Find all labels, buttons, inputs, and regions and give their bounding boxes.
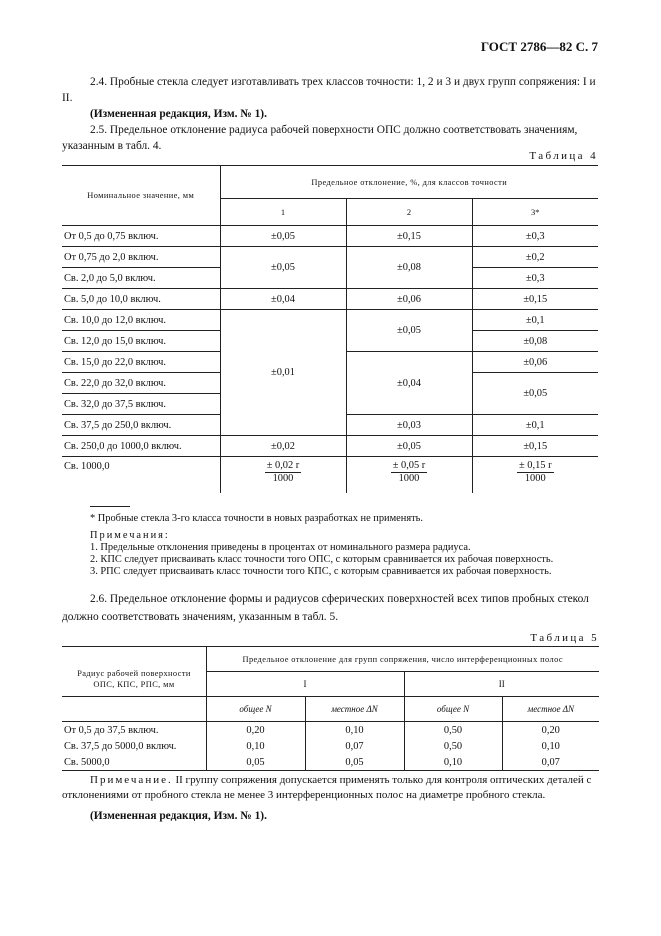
paragraph-2-6: 2.6. Предельное отклонение формы и радиусов сферических поверхностей всех типов пробных стекол должно соответствовать значениям, указанным в табл. 5. — [62, 593, 589, 623]
table4-cell-merged: ±0,04 — [346, 352, 472, 415]
table4-cell: ±0,1 — [472, 415, 598, 436]
table5-header-spacer — [62, 697, 206, 722]
fraction-numerator: ± 0,02 r — [266, 460, 300, 471]
table4-note-1: 1. Предельные отклонения приведены в процентах от номинального размера радиуса. — [90, 542, 471, 553]
table4-cell-fraction — [472, 457, 598, 493]
table5-subheader: общее N — [206, 697, 305, 722]
table4-cell: ±0,02 — [220, 436, 346, 457]
table4-cell-merged: ±0,01 — [220, 310, 346, 436]
table-row: От 0,5 до 0,75 включ. — [62, 226, 220, 247]
table4-note-3: 3. РПС следует присваивать класс точности того КПС, с которым сравнивается их рабочая поверхность. — [90, 566, 552, 577]
table4-cell: ±0,3 — [472, 268, 598, 289]
table-row: Св. 37,5 до 5000,0 включ. — [62, 738, 206, 754]
table4-footnote: * Пробные стекла 3-го класса точности в новых разработках не применять. — [90, 513, 424, 524]
footnote-divider — [90, 506, 130, 507]
page-header: ГОСТ 2786—82 С. 7 — [480, 39, 598, 54]
table4-header-class-2: 2 — [346, 199, 472, 226]
table4-cell: ±0,03 — [346, 415, 472, 436]
table5-cell: 0,10 — [206, 738, 305, 754]
table5-cell: 0,50 — [404, 738, 502, 754]
table-row: Св. 10,0 до 12,0 включ. — [62, 310, 220, 331]
table5-header-group-II: II — [404, 672, 599, 697]
table-row: Св. 5000,0 — [62, 754, 206, 771]
table4-header-class-3: 3* — [472, 199, 598, 226]
fraction-numerator: ± 0,15 r — [518, 460, 552, 471]
fraction-denominator: 1000 — [524, 473, 546, 484]
fraction-denominator: 1000 — [272, 473, 294, 484]
table5-header-radius-text: Радиус рабочей поверхности ОПС, КПС, РПС, мм — [77, 669, 191, 689]
table4-cell-merged: ±0,08 — [346, 247, 472, 289]
table5-subheader: местное ΔN — [305, 697, 404, 722]
table5-cell: 0,20 — [541, 724, 560, 736]
table5-cell: 0,07 — [305, 738, 404, 754]
table4-cell: ±0,06 — [346, 289, 472, 310]
table5-note-text: II группу сопряжения допускается применять только для контроля оптических деталей с отклонениями от пробного стекла не менее 3 интерференционных полос на диаметре пробного стекла. — [62, 774, 592, 801]
table4-header-group: Предельное отклонение, %, для классов точности — [220, 166, 598, 199]
final-change-note: (Измененная редакция, Изм. № 1). — [90, 810, 267, 822]
table4-header-nominal: Номинальное значение, мм — [62, 166, 220, 226]
table-row: Св. 5,0 до 10,0 включ. — [62, 289, 220, 310]
table-row: Св. 22,0 до 32,0 включ. — [62, 373, 220, 394]
table5-subheader: общее N — [404, 697, 502, 722]
table4-caption: Таблица 4 — [529, 150, 598, 162]
table5-cell: 0,05 — [305, 754, 404, 771]
table-row: Св. 1000,0 — [62, 457, 220, 493]
table4-cell: ±0,04 — [220, 289, 346, 310]
table5-cell: 0,10 — [541, 740, 560, 752]
table-row: Св. 2,0 до 5,0 включ. — [62, 268, 220, 289]
table5-cell: 0,50 — [404, 722, 502, 739]
table5-cell: 0,20 — [206, 722, 305, 739]
table5-cell: 0,10 — [404, 754, 502, 771]
table4-cell: ±0,15 — [472, 436, 598, 457]
table5-caption: Таблица 5 — [530, 632, 599, 644]
table-4 — [62, 165, 598, 493]
paragraph-2-5: 2.5. Предельное отклонение радиуса рабочей поверхности ОПС должно соответствовать значениям, указанным в табл. 4. — [62, 124, 578, 152]
table5-cell: 0,07 — [502, 754, 599, 771]
table4-cell-merged: ±0,05 — [346, 310, 472, 352]
table4-cell: ±0,05 — [346, 436, 472, 457]
table4-cell: ±0,15 — [346, 226, 472, 247]
fraction-numerator: ± 0,05 r — [392, 460, 426, 471]
table4-cell: ±0,08 — [472, 331, 598, 352]
table-row: Св. 15,0 до 22,0 включ. — [62, 352, 220, 373]
table5-cell: 0,05 — [206, 754, 305, 771]
table5-subheader: местное ΔN — [502, 697, 599, 722]
table4-header-class-1: 1 — [220, 199, 346, 226]
table-row: Св. 250,0 до 1000,0 включ. — [62, 436, 220, 457]
table-row: От 0,5 до 37,5 включ. — [62, 722, 206, 739]
paragraph-2-4: 2.4. Пробные стекла следует изготавливать трех классов точности: 1, 2 и 3 и двух групп сопряжения: I и II. — [62, 76, 596, 104]
table4-cell-fraction — [346, 457, 472, 493]
table4-cell: ±0,1 — [472, 310, 598, 331]
table4-cell: ±0,2 — [472, 247, 598, 268]
change-note-2-4: (Измененная редакция, Изм. № 1). — [90, 108, 267, 120]
table-row: Св. 32,0 до 37,5 включ. — [62, 394, 220, 415]
table5-header-group: Предельное отклонение для групп сопряжения, число интерференционных полос — [206, 647, 599, 672]
table5-cell: 0,10 — [305, 722, 404, 739]
table4-cell: ±0,15 — [472, 289, 598, 310]
table5-note — [62, 773, 600, 803]
table-row: Св. 37,5 до 250,0 включ. — [62, 415, 220, 436]
table4-cell-merged: ±0,05 — [472, 373, 598, 415]
table4-cell: ±0,06 — [472, 352, 598, 373]
table5-note-label: Примечание. — [90, 774, 173, 786]
fraction-denominator: 1000 — [398, 473, 420, 484]
table4-cell-merged: ±0,05 — [220, 247, 346, 289]
table4-cell: ±0,3 — [472, 226, 598, 247]
table-row: От 0,75 до 2,0 включ. — [62, 247, 220, 268]
table4-notes-title: Примечания: — [90, 530, 170, 541]
table4-note-2: 2. КПС следует присваивать класс точности того ОПС, с которым сравнивается их рабочая поверхность. — [90, 554, 554, 565]
table-row: Св. 12,0 до 15,0 включ. — [62, 331, 220, 352]
table-5 — [62, 646, 599, 771]
table4-cell: ±0,05 — [220, 226, 346, 247]
table4-cell-fraction — [220, 457, 346, 493]
table5-header-group-I: I — [206, 672, 404, 697]
